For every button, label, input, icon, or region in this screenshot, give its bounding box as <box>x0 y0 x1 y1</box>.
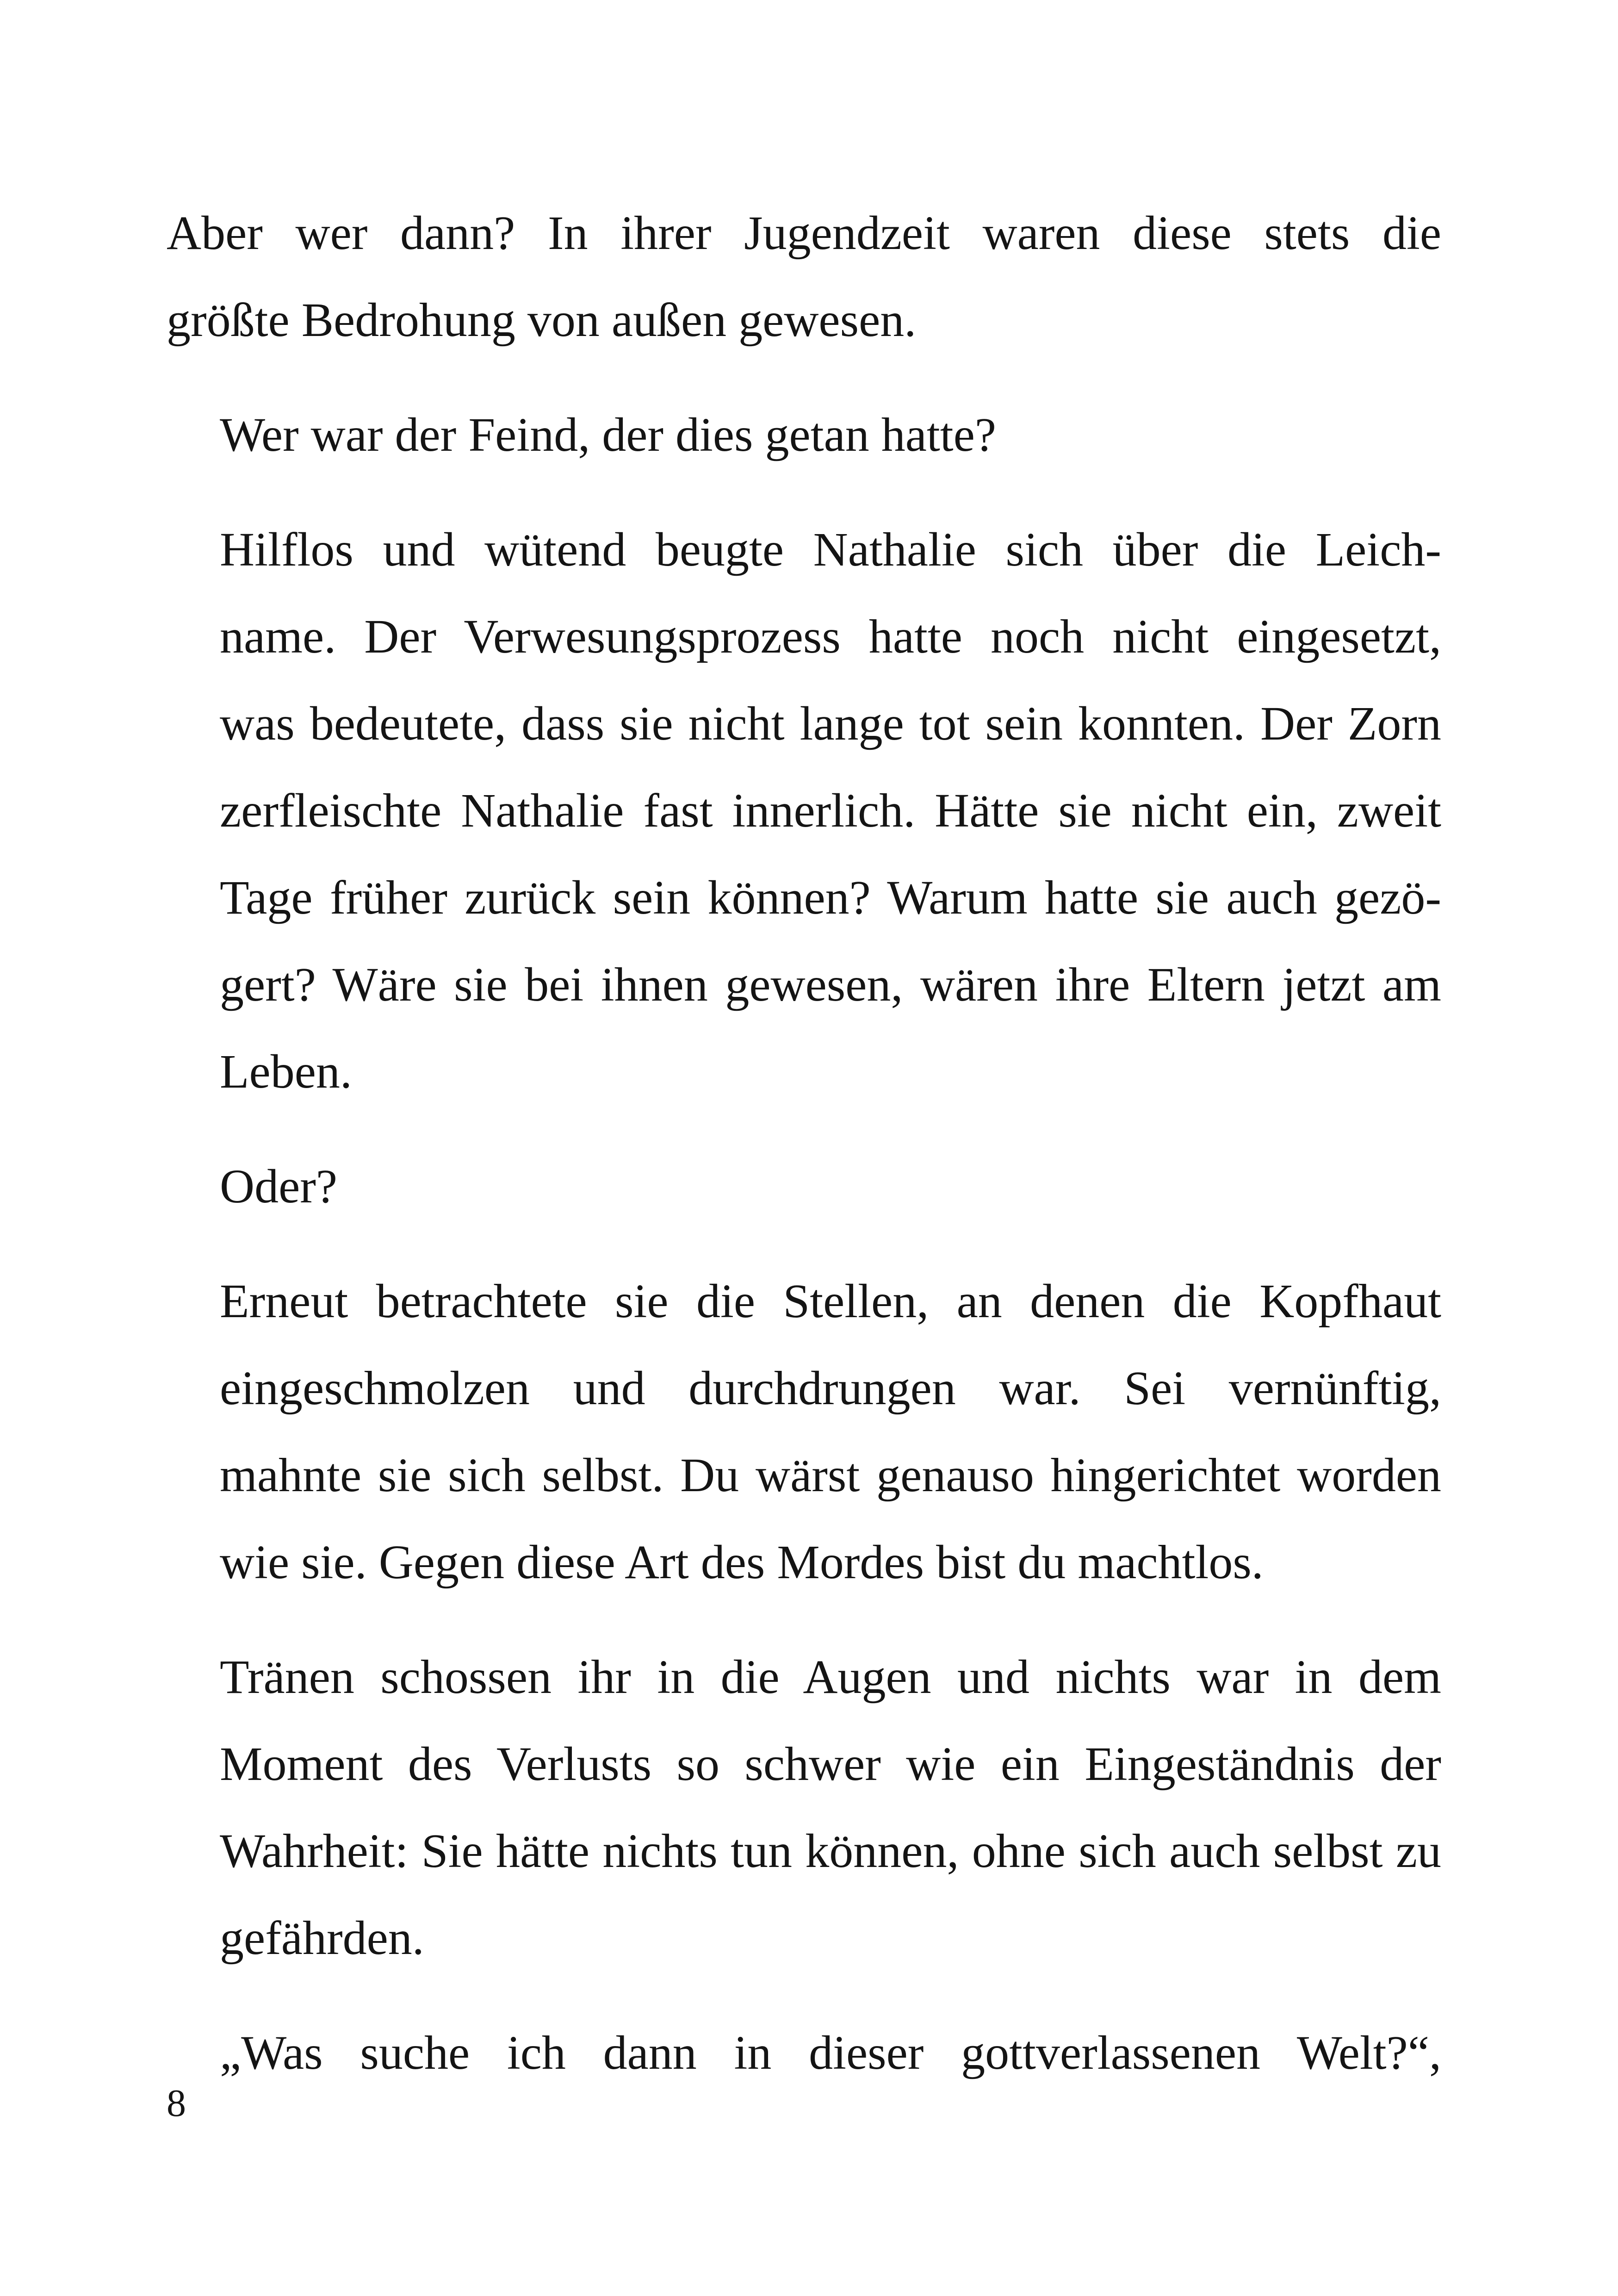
text-line: was bedeutete, dass sie nicht lange tot sein konnten. Der Zorn <box>220 697 1441 750</box>
paragraph <box>167 190 1441 364</box>
paragraph <box>167 392 1441 479</box>
paragraph <box>167 1634 1441 1982</box>
text-line: Tage früher zurück sein können? Warum hatte sie auch gezö- <box>220 871 1441 924</box>
text-line: gefährden. <box>220 1911 424 1965</box>
text-line: gert? Wäre sie bei ihnen gewesen, wären ihre Eltern jetzt am <box>220 958 1441 1011</box>
text-line: Moment des Verlusts so schwer wie ein Eingeständnis der <box>220 1737 1441 1791</box>
text-line: zerfleischte Nathalie fast innerlich. Hätte sie nicht ein, zweit <box>220 784 1441 837</box>
text-line: Aber wer dann? In ihrer Jugendzeit waren diese stets die <box>167 206 1441 260</box>
text-line: Wer war der Feind, der dies getan hatte? <box>220 408 997 461</box>
text-line: Hilflos und wütend beugte Nathalie sich über die Leich- <box>220 523 1441 576</box>
text-line: Oder? <box>220 1160 338 1213</box>
text-line: name. Der Verwesungsprozess hatte noch nicht eingesetzt, <box>220 610 1441 663</box>
text-line: Erneut betrachtete sie die Stellen, an denen die Kopfhaut <box>220 1275 1441 1328</box>
text-line: größte Bedrohung von außen gewesen. <box>167 293 917 347</box>
paragraph <box>167 1143 1441 1230</box>
text-line: mahnte sie sich selbst. Du wärst genauso hingerichtet worden <box>220 1449 1441 1502</box>
text-line: Tränen schossen ihr in die Augen und nichts war in dem <box>220 1650 1441 1704</box>
paragraph <box>167 2010 1441 2097</box>
text-line: Leben. <box>220 1045 352 1098</box>
page-body <box>167 190 1441 2124</box>
paragraph <box>167 506 1441 1115</box>
paragraph <box>167 1258 1441 1606</box>
page-number: 8 <box>167 2082 186 2125</box>
text-line: wie sie. Gegen diese Art des Mordes bist du machtlos. <box>220 1536 1264 1589</box>
text-line: eingeschmolzen und durchdrungen war. Sei vernünftig, <box>220 1362 1441 1415</box>
text-line: Wahrheit: Sie hätte nichts tun können, ohne sich auch selbst zu <box>220 1824 1441 1878</box>
text-line: „Was suche ich dann in dieser gottverlassenen Welt?“, <box>220 2026 1441 2079</box>
